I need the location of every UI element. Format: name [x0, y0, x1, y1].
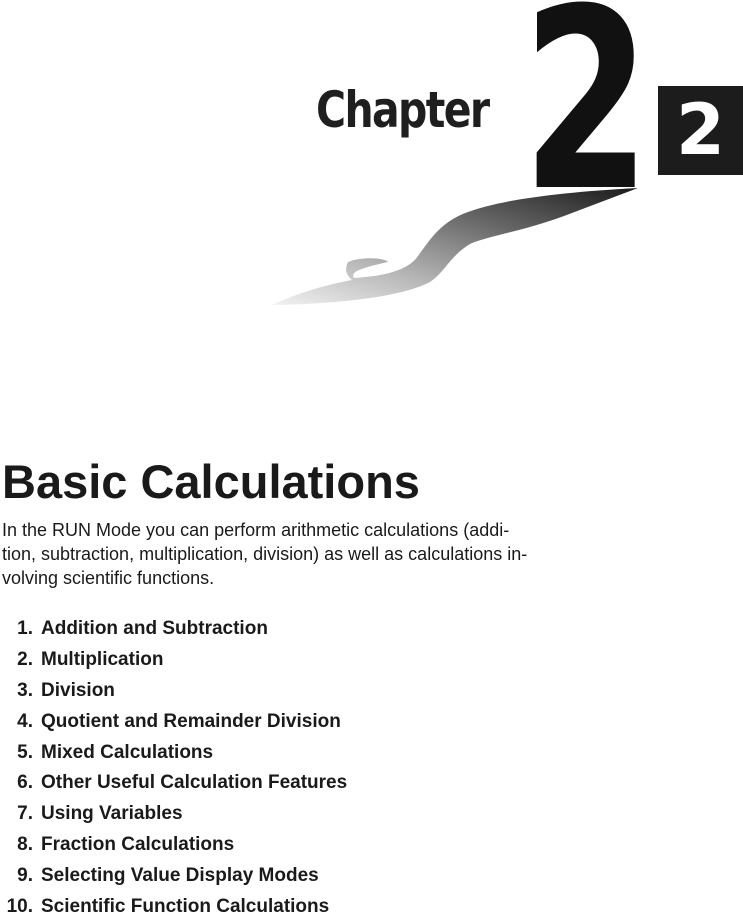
table-of-contents	[0, 614, 347, 923]
toc-item-number: 8.	[17, 834, 33, 856]
toc-item-number: 5.	[17, 741, 33, 763]
intro-line: volving scientific functions.	[2, 568, 215, 588]
toc-item-label: Selecting Value Display Modes	[41, 865, 319, 887]
toc-item-label: Other Useful Calculation Features	[41, 772, 348, 794]
toc-item-label: Mixed Calculations	[41, 741, 214, 763]
toc-item-label: Division	[41, 679, 115, 701]
toc-item-label: Multiplication	[41, 648, 164, 670]
toc-item-label: Fraction Calculations	[41, 834, 235, 856]
chapter-label: Chapter	[316, 81, 489, 139]
toc-item[interactable]	[0, 768, 347, 799]
toc-item-label: Using Variables	[41, 803, 183, 825]
chapter-number-badge: 2	[658, 86, 743, 175]
toc-item[interactable]	[0, 892, 347, 923]
toc-item[interactable]	[0, 645, 347, 676]
toc-item-number: 6.	[17, 772, 33, 794]
toc-item-number: 4.	[17, 710, 33, 732]
toc-item[interactable]	[0, 799, 347, 830]
toc-item-number: 7.	[17, 803, 33, 825]
intro-paragraph	[2, 518, 622, 590]
toc-item[interactable]	[0, 861, 347, 892]
toc-item[interactable]	[0, 830, 347, 861]
toc-item-label: Scientific Function Calculations	[41, 896, 330, 918]
toc-item[interactable]	[0, 707, 347, 738]
toc-item-number: 3.	[17, 679, 33, 701]
toc-item[interactable]	[0, 738, 347, 769]
intro-line: tion, subtraction, multiplication, division) as well as calculations in-	[2, 544, 528, 564]
chapter-numeral: 2	[522, 0, 645, 246]
toc-item-number: 9.	[17, 865, 33, 887]
toc-item[interactable]	[0, 676, 347, 707]
page-title: Basic Calculations	[2, 455, 420, 508]
toc-item-number: 10.	[6, 896, 33, 918]
toc-item-label: Addition and Subtraction	[41, 618, 268, 639]
toc-item[interactable]	[0, 614, 347, 645]
toc-item-number: 2.	[17, 648, 33, 670]
toc-item-label: Quotient and Remainder Division	[41, 710, 341, 732]
intro-line: In the RUN Mode you can perform arithmetic calculations (addi-	[2, 520, 510, 540]
toc-item-number: 1.	[17, 618, 33, 639]
